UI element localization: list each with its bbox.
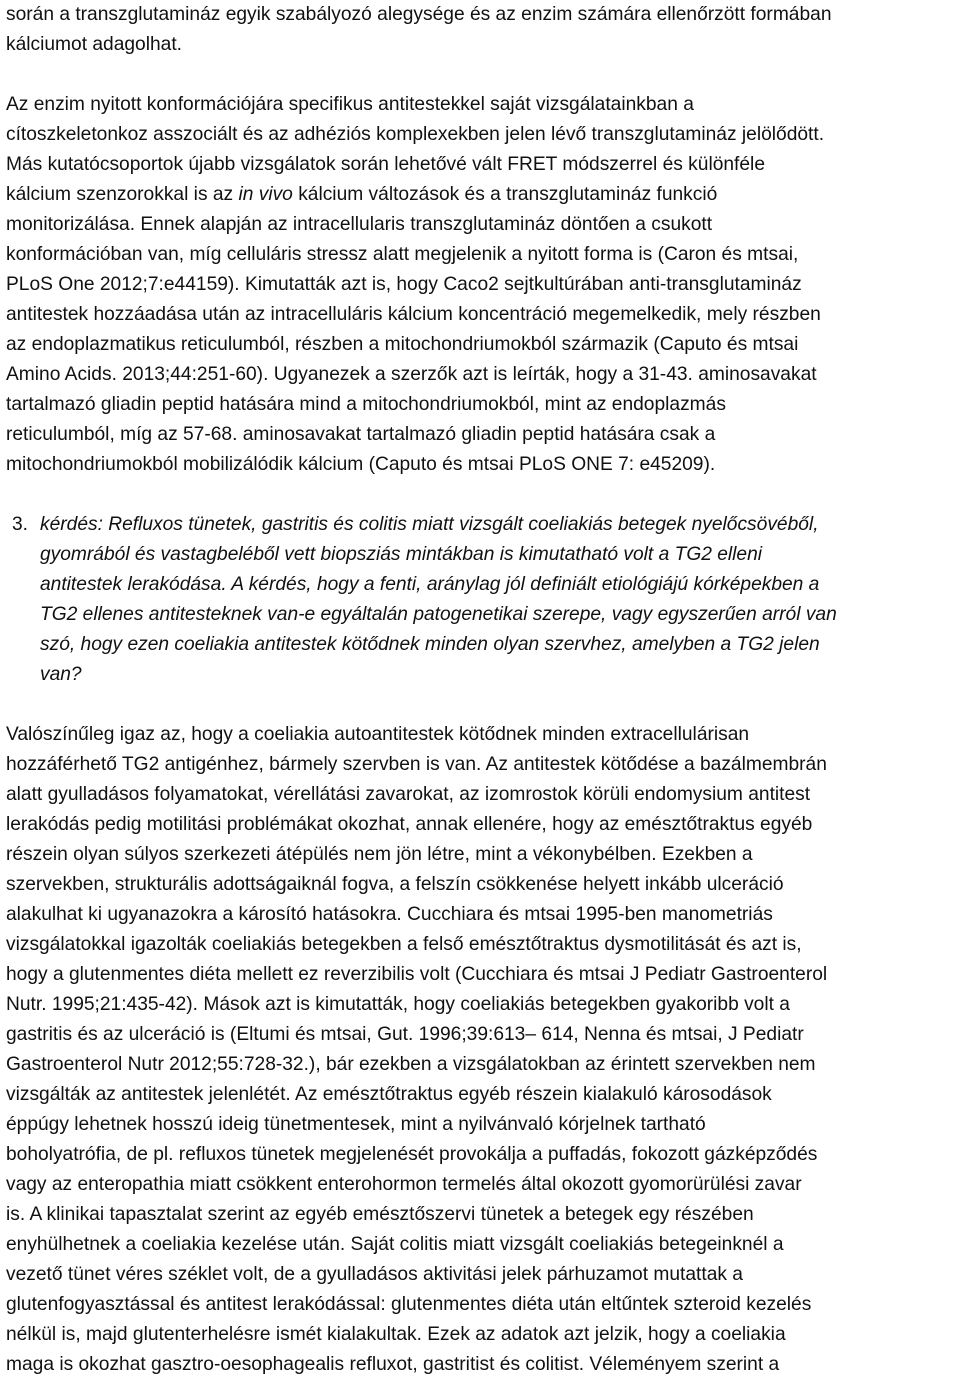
question-line: szó, hogy ezen coeliakia antitestek kötődnek minden olyan szervhez, amelyben a TG2 jelen	[40, 634, 820, 655]
text-line: Gastroenterol Nutr 2012;55:728-32.), bár ezekben a vizsgálatokban az érintett szervekben nem	[6, 1054, 816, 1075]
paragraph-gap	[6, 60, 954, 90]
text-line: Nutr. 1995;21:435-42). Mások azt is kimutatták, hogy coeliakiás betegekben gyakoribb volt a	[6, 994, 790, 1015]
text-line: alatt gyulladásos folyamatokat, vérellátási zavarokat, az izomrostok körüli endomysium antitest	[6, 784, 811, 805]
text-line: Más kutatócsoportok újabb vizsgálatok során lehetővé vált FRET módszerrel és különféle	[6, 154, 765, 175]
text-line: vizsgálták az antitestek jelenlétét. Az emésztőtraktus egyéb részein kialakuló károsodások	[6, 1084, 772, 1105]
text-line: is. A klinikai tapasztalat szerint az egyéb emésztőszervi tünetek a betegek egy részében	[6, 1204, 754, 1225]
question-block	[6, 510, 954, 690]
text-line	[6, 180, 954, 210]
answer-paragraph	[6, 720, 954, 1380]
text-line: hozzáférhető TG2 antigénhez, bármely szervben is van. Az antitestek kötődése a bazálmembrán	[6, 754, 827, 775]
text-line: tartalmazó gliadin peptid hatására mind a mitochondriumokból, mint az endoplazmás	[6, 394, 726, 415]
text-line: alakulhat ki ugyanazokra a károsító hatásokra. Cucchiara és mtsai 1995-ben manometriás	[6, 904, 773, 925]
text-line: Amino Acids. 2013;44:251-60). Ugyanezek a szerzők azt is leírták, hogy a 31-43. aminosavakat	[6, 364, 817, 385]
paragraph-gap	[6, 480, 954, 510]
text-line: részein olyan súlyos szerkezeti átépülés nem jön létre, mint a vékonybélben. Ezekben a	[6, 844, 753, 865]
text-line: boholyatrófia, de pl. refluxos tünetek megjelenését provokálja a puffadás, fokozott gázképződés	[6, 1144, 818, 1165]
text-line: enyhülhetnek a coeliakia kezelése után. Saját colitis miatt vizsgált coeliakiás betegeinknél a	[6, 1234, 784, 1255]
text-line: PLoS One 2012;7:e44159). Kimutatták azt is, hogy Caco2 sejtkultúrában anti-transglutamináz	[6, 274, 802, 295]
question-number: 3.	[12, 514, 29, 535]
paragraph-gap	[6, 690, 954, 720]
question-line: gyomrából és vastagbeléből vett biopsziás mintákban is kimutatható volt a TG2 elleni	[40, 544, 763, 565]
question-line: kérdés: Refluxos tünetek, gastritis és colitis miatt vizsgált coeliakiás betegek nyelőcsövéből,	[40, 514, 819, 535]
text-line: éppúgy lehetnek hosszú ideig tünetmentesek, mint a nyilvánvaló kórjelnek tartható	[6, 1114, 706, 1135]
text-line: szervekben, strukturális adottságaiknál fogva, a felszín csökkenése helyett inkább ulceráció	[6, 874, 784, 895]
text-line: monitorizálása. Ennek alapján az intracellularis transzglutamináz döntően a csukott	[6, 214, 713, 235]
text-line: kálciumot adagolhat.	[6, 34, 182, 55]
text-line: vizsgálatokkal igazolták coeliakiás betegekben a felső emésztőtraktus dysmotilitását és azt is,	[6, 934, 802, 955]
question-line: TG2 ellenes antitesteknek van-e egyáltalán patogenetikai szerepe, vagy egyszerűen arról van	[40, 604, 837, 625]
italic-term: in vivo	[238, 184, 293, 205]
text-line: Az enzim nyitott konformációjára specifikus antitestekkel saját vizsgálatainkban a	[6, 94, 694, 115]
text-line: hogy a glutenmentes diéta mellett ez reverzibilis volt (Cucchiara és mtsai J Pediatr Gastroenterol	[6, 964, 828, 985]
text-line: vezető tünet véres széklet volt, de a gyulladásos aktivitási jelek párhuzamot mutattak a	[6, 1264, 743, 1285]
text-line: lerakódás pedig motilitási problémákat okozhat, annak ellenére, hogy az emésztőtraktus egyéb	[6, 814, 813, 835]
paragraph-enzyme	[6, 90, 954, 480]
text-line: reticulumból, míg az 57-68. aminosavakat tartalmazó gliadin peptid hatására csak a	[6, 424, 716, 445]
text-line: nélkül is, majd glutenterhelésre ismét kialakultak. Ezek az adatok azt jelzik, hogy a coeliakia	[6, 1324, 786, 1345]
text-line: cítoszkeletonkoz asszociált és az adhéziós komplexekben jelen lévő transzglutamináz jelölődött.	[6, 124, 825, 145]
text-line: gastritis és az ulceráció is (Eltumi és mtsai, Gut. 1996;39:613– 614, Nenna és mtsai, J Pediatr	[6, 1024, 804, 1045]
text-line: glutenfogyasztással és antitest lerakódással: glutenmentes diéta után eltűntek szteroid kezelés	[6, 1294, 812, 1315]
text-line: konformációban van, míg celluláris stressz alatt megjelenik a nyitott forma is (Caron és mtsai,	[6, 244, 799, 265]
text-line: antitestek hozzáadása után az intracelluláris kálcium koncentráció megemelkedik, mely részben	[6, 304, 821, 325]
text-line: mitochondriumokból mobilizálódik kálcium (Caputo és mtsai PLoS ONE 7: e45209).	[6, 454, 716, 475]
text-line: során a transzglutamináz egyik szabályozó alegysége és az enzim számára ellenőrzött formában	[6, 4, 832, 25]
top-paragraph	[6, 0, 954, 60]
text-line: az endoplazmatikus reticulumból, részben a mitochondriumokból származik (Caputo és mtsai	[6, 334, 799, 355]
text-line: maga is okozhat gasztro-oesophagealis refluxot, gastritist és colitist. Véleményem szerint a	[6, 1354, 780, 1375]
text-line: Valószínűleg igaz az, hogy a coeliakia autoantitestek kötődnek minden extracellulárisan	[6, 724, 750, 745]
text-fragment: kálcium szenzorokkal is az	[6, 184, 239, 205]
text-line: vagy az enteropathia miatt csökkent enterohormon termelés által okozott gyomorürülési zavar	[6, 1174, 802, 1195]
text-fragment: kálcium változások és a transzglutamináz funkció	[292, 184, 718, 205]
question-line: antitestek lerakódása. A kérdés, hogy a fenti, aránylag jól definiált etiológiájú kórképekben a	[40, 574, 820, 595]
question-line: van?	[40, 664, 82, 685]
